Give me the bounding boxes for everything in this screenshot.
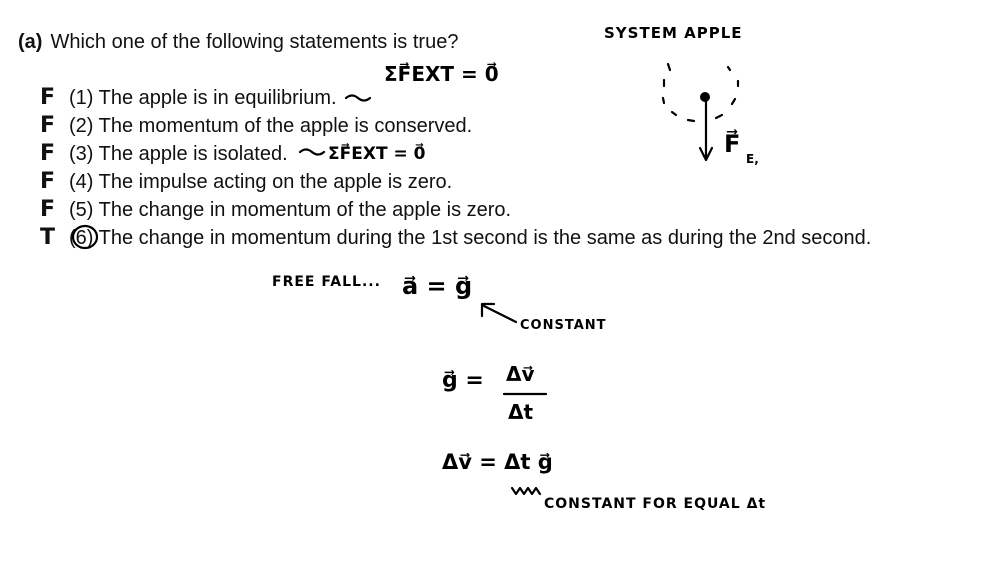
mark-2: F (40, 113, 56, 138)
constant-arrow-head (482, 304, 494, 316)
force-label: F⃗ (724, 130, 741, 158)
option-number: (1) (69, 87, 94, 109)
option-text: The change in momentum of the apple is zero. (98, 199, 512, 221)
question-text: Which one of the following statements is true? (50, 31, 459, 53)
option-number: (2) (69, 115, 94, 137)
mark-3: F (40, 141, 56, 166)
option-6 (69, 226, 871, 250)
constant-arrow (484, 306, 516, 322)
force-arrow-head (700, 148, 712, 160)
option-1 (69, 86, 337, 110)
apple-dot (700, 92, 710, 102)
mark-5: F (40, 197, 56, 222)
squiggle-underline (512, 488, 540, 494)
option-text: The apple is isolated. (98, 143, 288, 165)
option-text: The apple is in equilibrium. (98, 87, 337, 109)
tilde-2 (300, 150, 324, 155)
system-apple-note: SYSTEM APPLE (604, 24, 743, 42)
tilde-1 (346, 96, 370, 101)
g-denominator: Δt (508, 400, 534, 424)
option-2 (69, 114, 472, 138)
accel-equation: a⃗ = g⃗ (402, 272, 473, 300)
constant-note: CONSTANT (520, 318, 607, 333)
option-text: The change in momentum during the 1st second is the same as during the 2nd second. (98, 227, 872, 249)
mark-6: T (40, 225, 56, 250)
option-text: The momentum of the apple is conserved. (98, 115, 473, 137)
dv-equation: Δv⃗ = Δt g⃗ (442, 450, 553, 474)
option-number: (3) (69, 143, 94, 165)
option-5 (69, 198, 511, 222)
option-number: (6) (69, 227, 94, 249)
g-numerator: Δv⃗ (506, 362, 535, 386)
mark-4: F (40, 169, 56, 194)
option-number: (5) (69, 199, 94, 221)
sum-fext-note-1: ΣF⃗EXT = 0⃗ (384, 62, 499, 86)
force-subscript: E, (746, 152, 759, 166)
option-number: (4) (69, 171, 94, 193)
option-text: The impulse acting on the apple is zero. (98, 171, 453, 193)
constant-for-equal-note: CONSTANT FOR EQUAL Δt (544, 496, 767, 512)
question-heading (18, 30, 458, 54)
question-label: (a) (18, 31, 43, 53)
free-fall-note: FREE FALL... (272, 274, 381, 290)
g-lhs: g⃗ = (442, 368, 484, 393)
sum-fext-note-2: ΣF⃗EXT = 0⃗ (328, 144, 426, 164)
option-4 (69, 170, 452, 194)
option-3 (69, 142, 288, 166)
system-boundary-dashes (663, 64, 738, 121)
mark-1: F (40, 85, 56, 110)
